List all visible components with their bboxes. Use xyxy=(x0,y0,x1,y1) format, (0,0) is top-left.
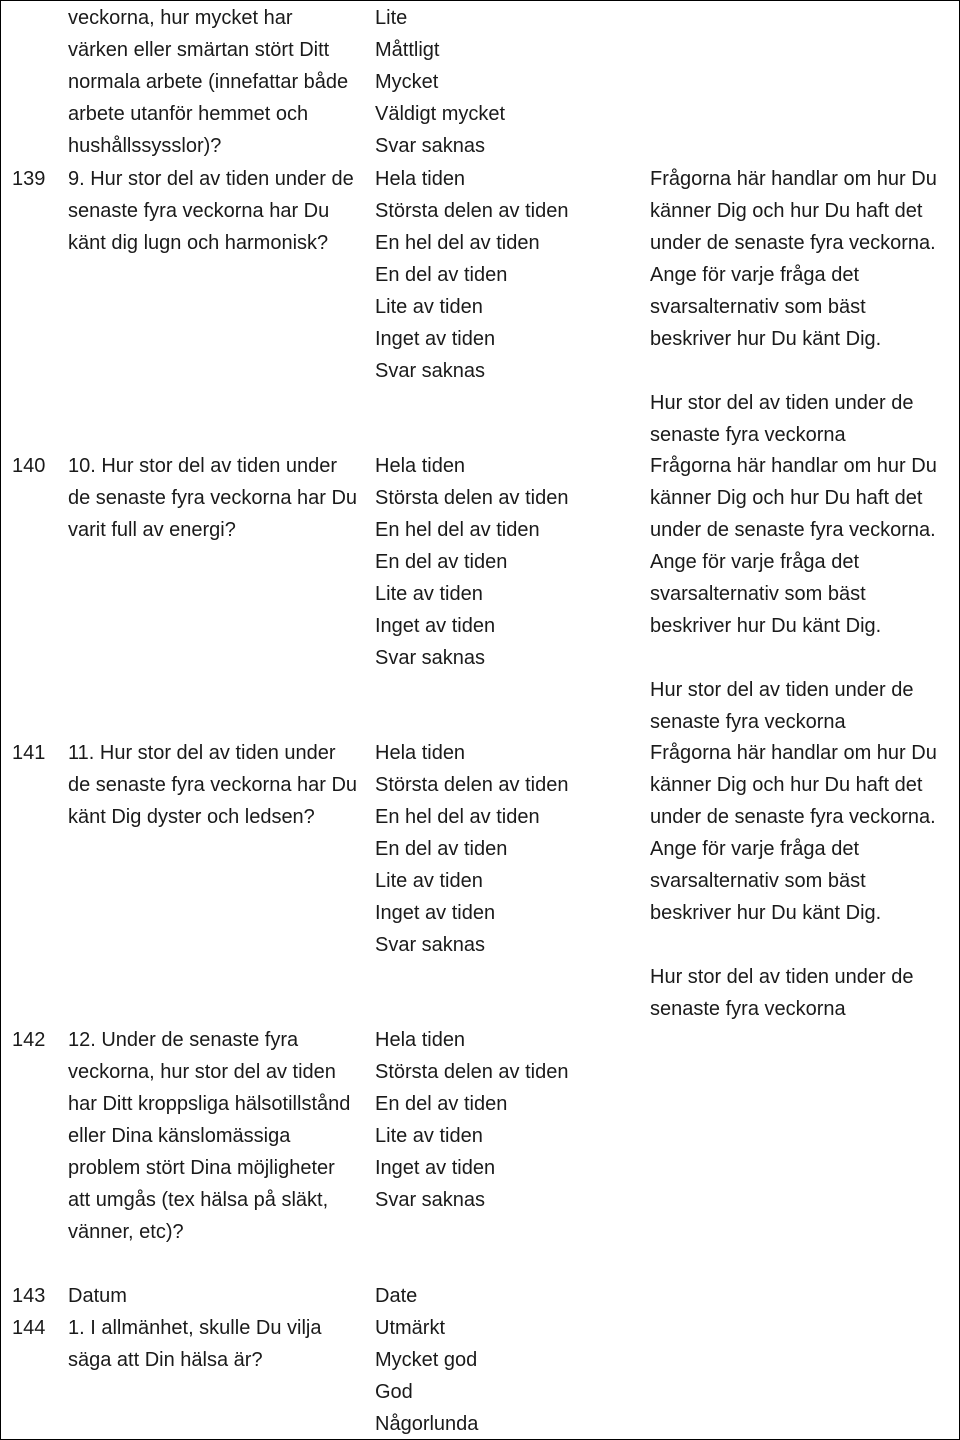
answer-option: En hel del av tiden xyxy=(375,806,540,828)
question-text: 1. I allmänhet, skulle Du vilja säga att Din hälsa är? xyxy=(68,1317,322,1371)
answer-option: Lite av tiden xyxy=(375,870,483,892)
options-cell xyxy=(375,163,640,387)
answer-option: Största delen av tiden xyxy=(375,1061,569,1083)
answer-options-list xyxy=(375,163,640,387)
table-border xyxy=(0,0,960,1)
instructions-cell xyxy=(650,737,950,1025)
answer-options-list xyxy=(375,1312,640,1440)
question-text: 12. Under de senaste fyra veckorna, hur stor del av tiden har Ditt kroppsliga hälsotillstånd eller Dina känslomässiga problem stört Dina möjligheter att umgås (tex hälsa på släkt, vänner, etc)? xyxy=(68,1029,351,1243)
answer-option: Hela tiden xyxy=(375,168,466,190)
answer-option: Lite av tiden xyxy=(375,583,483,605)
row-number-cell xyxy=(12,1312,62,1344)
instructions-cell xyxy=(650,1024,950,1056)
answer-options-list xyxy=(375,1280,640,1312)
options-cell xyxy=(375,450,640,674)
answer-options-list xyxy=(375,1024,640,1216)
options-cell xyxy=(375,737,640,961)
row-number: 139 xyxy=(12,168,46,190)
question-cell xyxy=(68,2,358,162)
answer-option: Någorlunda xyxy=(375,1413,479,1435)
instructions-heading: Hur stor del av tiden under de senaste fyra veckorna xyxy=(650,966,914,1020)
row-number-cell xyxy=(12,450,62,482)
row-number-cell xyxy=(12,1280,62,1312)
instructions-cell xyxy=(650,2,950,34)
answer-option: Största delen av tiden xyxy=(375,487,569,509)
answer-option: Mycket god xyxy=(375,1349,478,1371)
question-text: veckorna, hur mycket har värken eller smärtan stört Ditt normala arbete (innefattar både arbete utanför hemmet och hushållssysslor)? xyxy=(68,7,349,157)
answer-option: Date xyxy=(375,1285,418,1307)
question-text: 11. Hur stor del av tiden under de senaste fyra veckorna har Du känt Dig dyster och ledsen? xyxy=(68,742,358,828)
answer-option: Svar saknas xyxy=(375,934,486,956)
answer-option: En hel del av tiden xyxy=(375,232,540,254)
answer-options-list xyxy=(375,450,640,674)
options-cell xyxy=(375,1312,640,1440)
row-number: 143 xyxy=(12,1285,46,1307)
answer-option: Utmärkt xyxy=(375,1317,445,1339)
question-cell xyxy=(68,1024,358,1248)
answer-option: Hela tiden xyxy=(375,455,466,477)
answer-option: Mycket xyxy=(375,71,439,93)
answer-option: Svar saknas xyxy=(375,1189,486,1211)
row-number-cell xyxy=(12,1024,62,1056)
question-cell xyxy=(68,163,358,259)
answer-option: Lite xyxy=(375,7,408,29)
options-cell xyxy=(375,1024,640,1216)
answer-option: Väldigt mycket xyxy=(375,103,506,125)
answer-option: Hela tiden xyxy=(375,742,466,764)
row-number-cell xyxy=(12,163,62,195)
answer-option: Svar saknas xyxy=(375,135,486,157)
table-border xyxy=(0,0,1,1440)
answer-options-list xyxy=(375,737,640,961)
answer-option: Inget av tiden xyxy=(375,902,496,924)
instructions-cell xyxy=(650,1280,950,1312)
answer-option: Inget av tiden xyxy=(375,328,496,350)
instructions-intro: Frågorna här handlar om hur Du känner Dig och hur Du haft det under de senaste fyra veckorna. Ange för varje fråga det svarsalternativ som bäst beskriver hur Du känt Dig. xyxy=(650,168,937,350)
row-number: 141 xyxy=(12,742,46,764)
question-cell xyxy=(68,737,358,833)
row-number: 142 xyxy=(12,1029,46,1051)
answer-option: En del av tiden xyxy=(375,838,508,860)
answer-option: Lite av tiden xyxy=(375,296,483,318)
answer-option: Inget av tiden xyxy=(375,615,496,637)
answer-option: En hel del av tiden xyxy=(375,519,540,541)
instructions-heading: Hur stor del av tiden under de senaste fyra veckorna xyxy=(650,392,914,446)
answer-option: Svar saknas xyxy=(375,360,486,382)
answer-option: En del av tiden xyxy=(375,1093,508,1115)
row-number: 140 xyxy=(12,455,46,477)
question-text: Datum xyxy=(68,1285,127,1307)
question-cell xyxy=(68,450,358,546)
answer-option: En del av tiden xyxy=(375,551,508,573)
answer-option: Största delen av tiden xyxy=(375,200,569,222)
instructions-heading: Hur stor del av tiden under de senaste fyra veckorna xyxy=(650,679,914,733)
instructions-cell xyxy=(650,163,950,451)
answer-option: Inget av tiden xyxy=(375,1157,496,1179)
answer-option: Svar saknas xyxy=(375,647,486,669)
question-cell xyxy=(68,1312,358,1376)
answer-option: Största delen av tiden xyxy=(375,774,569,796)
instructions-intro: Frågorna här handlar om hur Du känner Dig och hur Du haft det under de senaste fyra veckorna. Ange för varje fråga det svarsalternativ som bäst beskriver hur Du känt Dig. xyxy=(650,455,937,637)
question-text: 10. Hur stor del av tiden under de senaste fyra veckorna har Du varit full av energi? xyxy=(68,455,358,541)
instructions-cell xyxy=(650,450,950,738)
answer-option: En del av tiden xyxy=(375,264,508,286)
answer-options-list xyxy=(375,2,640,162)
row-number-cell xyxy=(12,737,62,769)
row-number: 144 xyxy=(12,1317,46,1339)
question-cell xyxy=(68,1280,358,1312)
question-text: 9. Hur stor del av tiden under de senaste fyra veckorna har Du känt dig lugn och harmonisk? xyxy=(68,168,354,254)
answer-option: God xyxy=(375,1381,413,1403)
instructions-intro: Frågorna här handlar om hur Du känner Dig och hur Du haft det under de senaste fyra veckorna. Ange för varje fråga det svarsalternativ som bäst beskriver hur Du känt Dig. xyxy=(650,742,937,924)
instructions-cell xyxy=(650,1312,950,1344)
answer-option: Hela tiden xyxy=(375,1029,466,1051)
options-cell xyxy=(375,2,640,162)
options-cell xyxy=(375,1280,640,1312)
answer-option: Måttligt xyxy=(375,39,440,61)
answer-option: Lite av tiden xyxy=(375,1125,483,1147)
